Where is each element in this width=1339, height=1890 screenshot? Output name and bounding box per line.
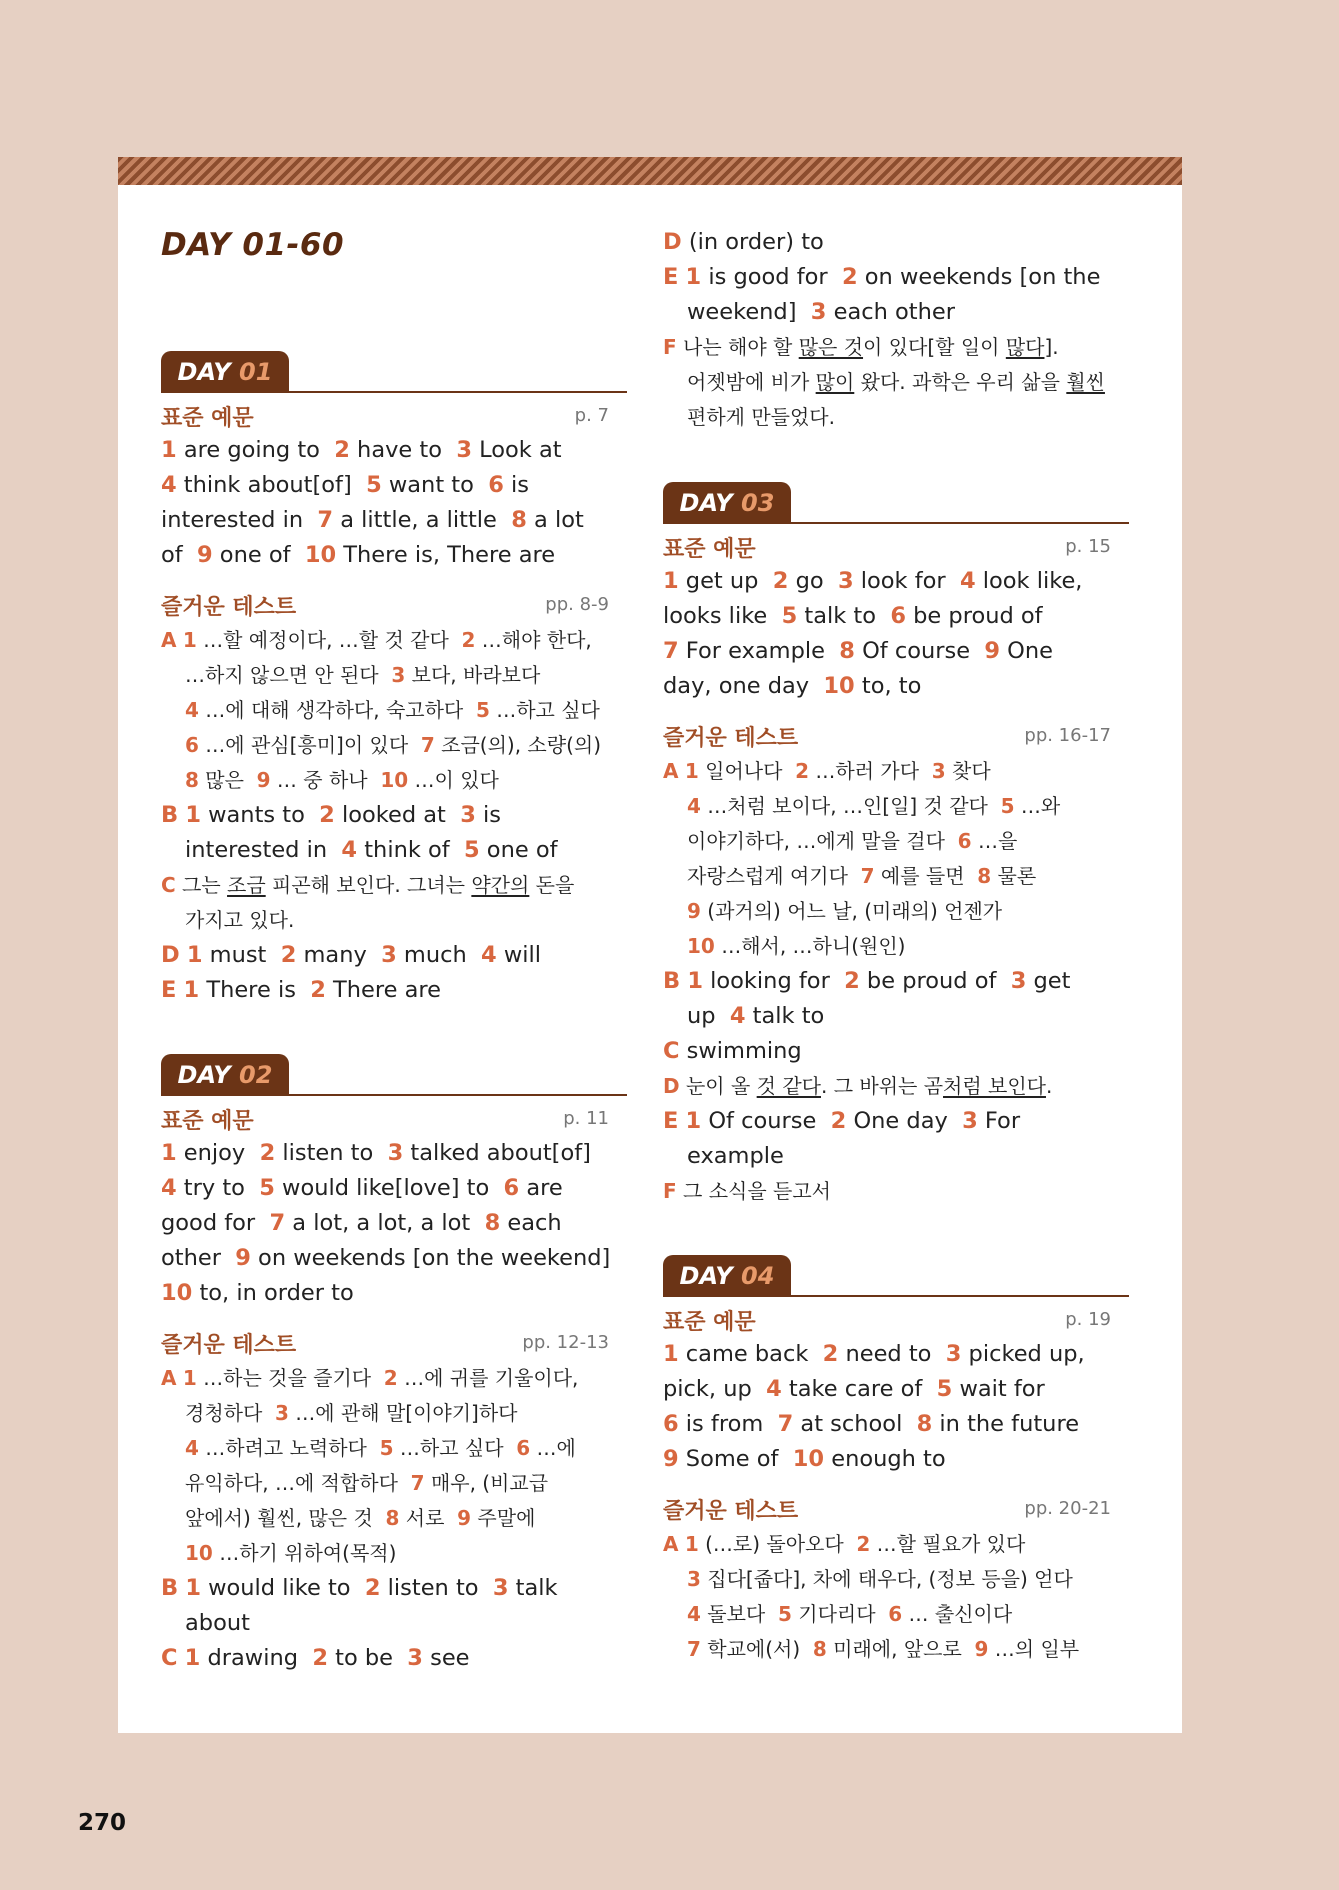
answer-line: interested in 4 think of 5 one of [185, 837, 558, 863]
day01-header [161, 351, 627, 393]
section-page-ref: p. 7 [574, 405, 609, 426]
answer-line: D 눈이 올 것 같다. 그 바위는 곰처럼 보인다. [663, 1074, 1053, 1098]
section-title: 즐거운 테스트 [663, 726, 799, 751]
answer-line: C 1 drawing 2 to be 3 see [161, 1645, 470, 1671]
answer-line: 4 돌보다 5 기다리다 6 … 출신이다 [687, 1602, 1013, 1626]
day03-header [663, 482, 1129, 524]
answer-line: 경청하다 3 …에 관해 말[이야기]하다 [185, 1401, 518, 1425]
answer-line: F 그 소식을 듣고서 [663, 1179, 831, 1203]
section-page-ref: p. 19 [1065, 1309, 1111, 1330]
answer-line: B 1 looking for 2 be proud of 3 get [663, 968, 1071, 994]
day04-standard-heading [663, 1305, 1129, 1339]
answer-line: D (in order) to [663, 229, 824, 255]
answer-line: 1 get up 2 go 3 look for 4 look like, [663, 568, 1083, 594]
day02-test-answers-continued [663, 225, 1129, 435]
answer-line: B 1 wants to 2 looked at 3 is [161, 802, 501, 828]
answer-line: 7 For example 8 Of course 9 One [663, 638, 1053, 664]
answer-line: …하지 않으면 안 된다 3 보다, 바라보다 [185, 663, 541, 687]
section-title: 표준 예문 [663, 1310, 756, 1335]
section-page-ref: p. 11 [563, 1108, 609, 1129]
answer-line: A 1 …할 예정이다, …할 것 같다 2 …해야 한다, [161, 628, 592, 652]
answer-line: 가지고 있다. [185, 908, 295, 932]
section-title: 즐거운 테스트 [161, 595, 297, 620]
answer-line: 자랑스럽게 여기다 7 예를 들면 8 물론 [687, 864, 1037, 888]
answer-line: E 1 There is 2 There are [161, 977, 442, 1003]
answer-line: day, one day 10 to, to [663, 673, 922, 699]
day03-standard-heading [663, 532, 1129, 566]
page-title: DAY 01-60 [161, 227, 345, 263]
answer-line: 4 …처럼 보이다, …인[일] 것 같다 5 …와 [687, 794, 1061, 818]
answer-line: 1 came back 2 need to 3 picked up, [663, 1341, 1085, 1367]
day01-standard-heading [161, 401, 627, 435]
answer-line: 4 …에 대해 생각하다, 숙고하다 5 …하고 싶다 [185, 698, 600, 722]
answer-line: F 나는 해야 할 많은 것이 있다[할 일이 많다]. [663, 335, 1059, 359]
day02-tab: DAY 02 [161, 1054, 289, 1094]
section-page-ref: pp. 12-13 [522, 1332, 609, 1353]
answer-line: 앞에서) 훨씬, 많은 것 8 서로 9 주말에 [185, 1506, 536, 1530]
answer-line: 편하게 만들었다. [687, 405, 835, 429]
answer-line: E 1 is good for 2 on weekends [on the [663, 264, 1101, 290]
answer-line: of 9 one of 10 There is, There are [161, 542, 556, 568]
day02-test-answers [161, 1361, 627, 1676]
answer-line: 10 to, in order to [161, 1280, 354, 1306]
day04-tab: DAY 04 [663, 1255, 791, 1295]
answer-line: B 1 would like to 2 listen to 3 talk [161, 1575, 558, 1601]
day04-test-answers [663, 1527, 1129, 1667]
decorative-stripe [118, 157, 1182, 185]
answer-line: 7 학교에(서) 8 미래에, 앞으로 9 …의 일부 [687, 1637, 1080, 1661]
answer-line: interested in 7 a little, a little 8 a lot [161, 507, 584, 533]
answer-line: pick, up 4 take care of 5 wait for [663, 1376, 1045, 1402]
answer-line: A 1 (…로) 돌아오다 2 …할 필요가 있다 [663, 1532, 1026, 1556]
answer-line: 3 집다[줍다], 차에 태우다, (정보 등을) 얻다 [687, 1567, 1073, 1591]
section-title: 즐거운 테스트 [161, 1333, 297, 1358]
answer-line: 4 think about[of] 5 want to 6 is [161, 472, 529, 498]
answer-line: A 1 일어나다 2 …하러 가다 3 찾다 [663, 759, 991, 783]
answer-line: C swimming [663, 1038, 802, 1064]
day04-header [663, 1255, 1129, 1297]
section-title: 즐거운 테스트 [663, 1499, 799, 1524]
answer-line: weekend] 3 each other [687, 299, 955, 325]
answer-line: D 1 must 2 many 3 much 4 will [161, 942, 541, 968]
day03-test-heading [663, 721, 1129, 755]
answer-line: 9 (과거의) 어느 날, (미래의) 언젠가 [687, 899, 1003, 923]
day02-header [161, 1054, 627, 1096]
answer-line: other 9 on weekends [on the weekend] [161, 1245, 611, 1271]
answer-line: 9 Some of 10 enough to [663, 1446, 946, 1472]
answer-line: about [185, 1610, 250, 1636]
day01-tab: DAY 01 [161, 351, 289, 391]
day04-standard-answers [663, 1337, 1129, 1477]
answer-line: 1 are going to 2 have to 3 Look at [161, 437, 562, 463]
answer-line: good for 7 a lot, a lot, a lot 8 each [161, 1210, 562, 1236]
day02-standard-heading [161, 1104, 627, 1138]
answer-line: 4 try to 5 would like[love] to 6 are [161, 1175, 563, 1201]
answer-line: up 4 talk to [687, 1003, 825, 1029]
answer-line: example [687, 1143, 784, 1169]
answer-line: 6 is from 7 at school 8 in the future [663, 1411, 1080, 1437]
day03-tab: DAY 03 [663, 482, 791, 522]
answer-line: 어젯밤에 비가 많이 왔다. 과학은 우리 삶을 훨씬 [687, 370, 1105, 394]
section-title: 표준 예문 [161, 406, 254, 431]
section-page-ref: pp. 20-21 [1024, 1498, 1111, 1519]
day03-test-answers [663, 754, 1129, 1209]
answer-line: 4 …하려고 노력하다 5 …하고 싶다 6 …에 [185, 1436, 576, 1460]
answer-line: E 1 Of course 2 One day 3 For [663, 1108, 1021, 1134]
answer-line: A 1 …하는 것을 즐기다 2 …에 귀를 기울이다, [161, 1366, 579, 1390]
section-page-ref: p. 15 [1065, 536, 1111, 557]
day01-standard-answers [161, 433, 627, 573]
answer-line: 유익하다, …에 적합하다 7 매우, (비교급 [185, 1471, 549, 1495]
day02-test-heading [161, 1328, 627, 1362]
answer-line: 6 …에 관심[흥미]이 있다 7 조금(의), 소량(의) [185, 733, 601, 757]
answer-line: C 그는 조금 피곤해 보인다. 그녀는 약간의 돈을 [161, 873, 575, 897]
section-page-ref: pp. 8-9 [545, 594, 609, 615]
answer-line: 1 enjoy 2 listen to 3 talked about[of] [161, 1140, 591, 1166]
answer-line: looks like 5 talk to 6 be proud of [663, 603, 1043, 629]
answer-line: 10 …하기 위하여(목적) [185, 1541, 397, 1565]
section-title: 표준 예문 [161, 1109, 254, 1134]
day02-standard-answers [161, 1136, 627, 1311]
section-title: 표준 예문 [663, 537, 756, 562]
answer-key-panel [118, 157, 1182, 1733]
answer-line: 10 …해서, …하니(원인) [687, 934, 906, 958]
answer-line: 8 많은 9 … 중 하나 10 …이 있다 [185, 768, 499, 792]
section-page-ref: pp. 16-17 [1024, 725, 1111, 746]
page-number: 270 [78, 1810, 127, 1836]
answer-line: 이야기하다, …에게 말을 걸다 6 …을 [687, 829, 1018, 853]
day01-test-answers [161, 623, 627, 1008]
day04-test-heading [663, 1494, 1129, 1528]
day01-test-heading [161, 590, 627, 624]
day03-standard-answers [663, 564, 1129, 704]
